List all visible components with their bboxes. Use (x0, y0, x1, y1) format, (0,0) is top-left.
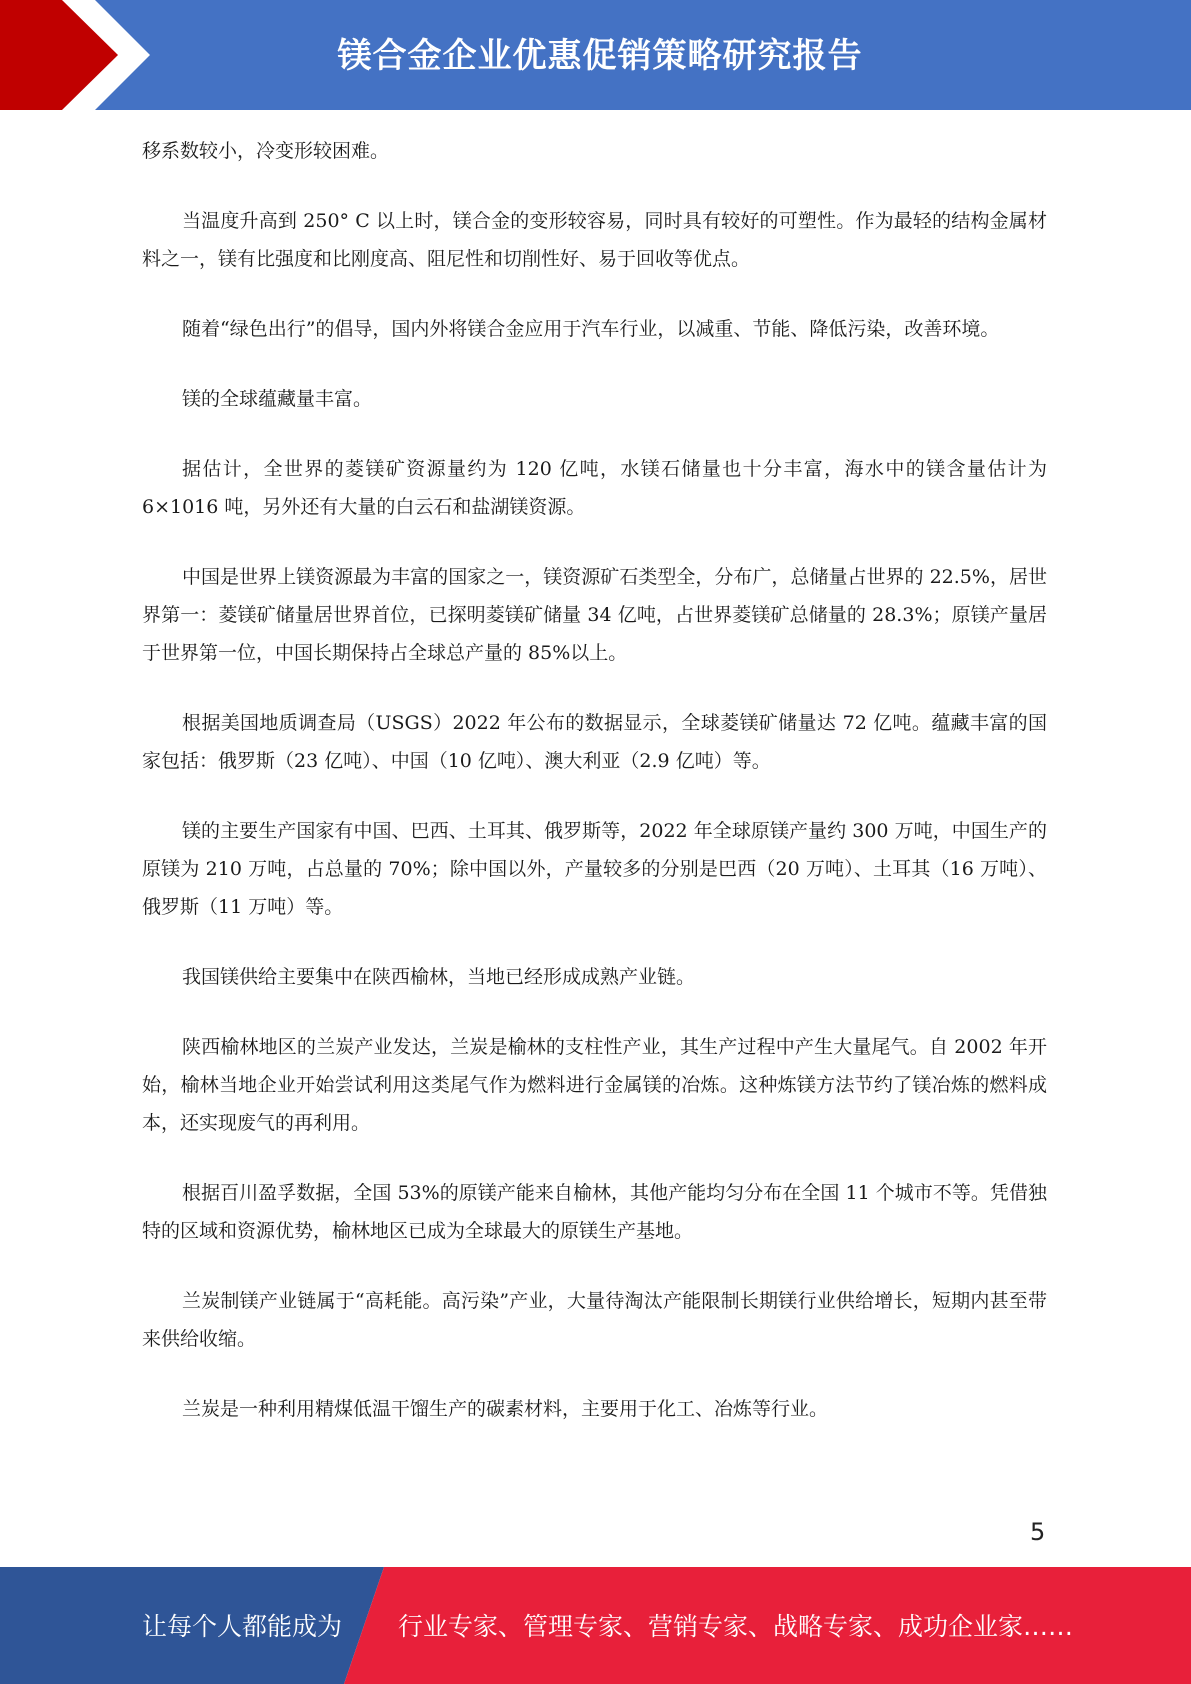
page-header (0, 0, 1191, 110)
body-content (142, 132, 1047, 1460)
footer-slogan-left: 让每个人都能成为 (142, 1612, 343, 1641)
paragraph: 镁的全球蕴藏量丰富。 (182, 388, 373, 410)
paragraph: 根据百川盈孚数据，全国 53%的原镁产能来自榆林，其他产能均匀分布在全国 11 个城市不等。凭借独特的区域和资源优势，榆林地区已成为全球最大的原镁生产基地。 (142, 1182, 1047, 1242)
page-number: 5 (1030, 1518, 1046, 1546)
paragraph: 兰炭制镁产业链属于“高耗能。高污染”产业，大量待淘汰产能限制长期镁行业供给增长，短期内甚至带来供给收缩。 (142, 1290, 1047, 1350)
paragraph: 陕西榆林地区的兰炭产业发达，兰炭是榆林的支柱性产业，其生产过程中产生大量尾气。自 2002 年开始，榆林当地企业开始尝试利用这类尾气作为燃料进行金属镁的冶炼。这种炼镁方法节约了镁冶炼的燃料成本，还实现废气的再利用。 (142, 1036, 1047, 1134)
paragraph: 我国镁供给主要集中在陕西榆林，当地已经形成成熟产业链。 (182, 966, 696, 988)
footer-slogan-right: 行业专家、管理专家、营销专家、战略专家、成功企业家…… (398, 1612, 1074, 1641)
document-title: 镁合金企业优惠促销策略研究报告 (337, 36, 863, 76)
paragraph: 兰炭是一种利用精煤低温干馏生产的碳素材料，主要用于化工、冶炼等行业。 (182, 1398, 829, 1420)
page-footer (0, 1567, 1191, 1684)
paragraph: 随着“绿色出行”的倡导，国内外将镁合金应用于汽车行业，以减重、节能、降低污染，改善环境。 (182, 318, 1000, 340)
paragraph: 据估计，全世界的菱镁矿资源量约为 120 亿吨，水镁石储量也十分丰富，海水中的镁含量估计为 6×1016 吨，另外还有大量的白云石和盐湖镁资源。 (142, 458, 1047, 518)
paragraph: 根据美国地质调查局（USGS）2022 年公布的数据显示，全球菱镁矿储量达 72 亿吨。蕴藏丰富的国家包括：俄罗斯（23 亿吨）、中国（10 亿吨）、澳大利亚（2.9 亿吨）等。 (142, 712, 1047, 772)
paragraph: 移系数较小，冷变形较困难。 (142, 140, 390, 162)
paragraph: 当温度升高到 250° C 以上时，镁合金的变形较容易，同时具有较好的可塑性。作为最轻的结构金属材料之一，镁有比强度和比刚度高、阻尼性和切削性好、易于回收等优点。 (142, 210, 1047, 270)
paragraph: 镁的主要生产国家有中国、巴西、土耳其、俄罗斯等，2022 年全球原镁产量约 300 万吨，中国生产的原镁为 210 万吨，占总量的 70%；除中国以外，产量较多的分别是巴西（20 万吨）、土耳其（16 万吨）、俄罗斯（11 万吨）等。 (142, 820, 1047, 918)
paragraph: 中国是世界上镁资源最为丰富的国家之一，镁资源矿石类型全，分布广，总储量占世界的 22.5%，居世界第一：菱镁矿储量居世界首位，已探明菱镁矿储量 34 亿吨，占世界菱镁矿总储量的 28.3%；原镁产量居于世界第一位，中国长期保持占全球总产量的 85%以上。 (142, 566, 1047, 664)
